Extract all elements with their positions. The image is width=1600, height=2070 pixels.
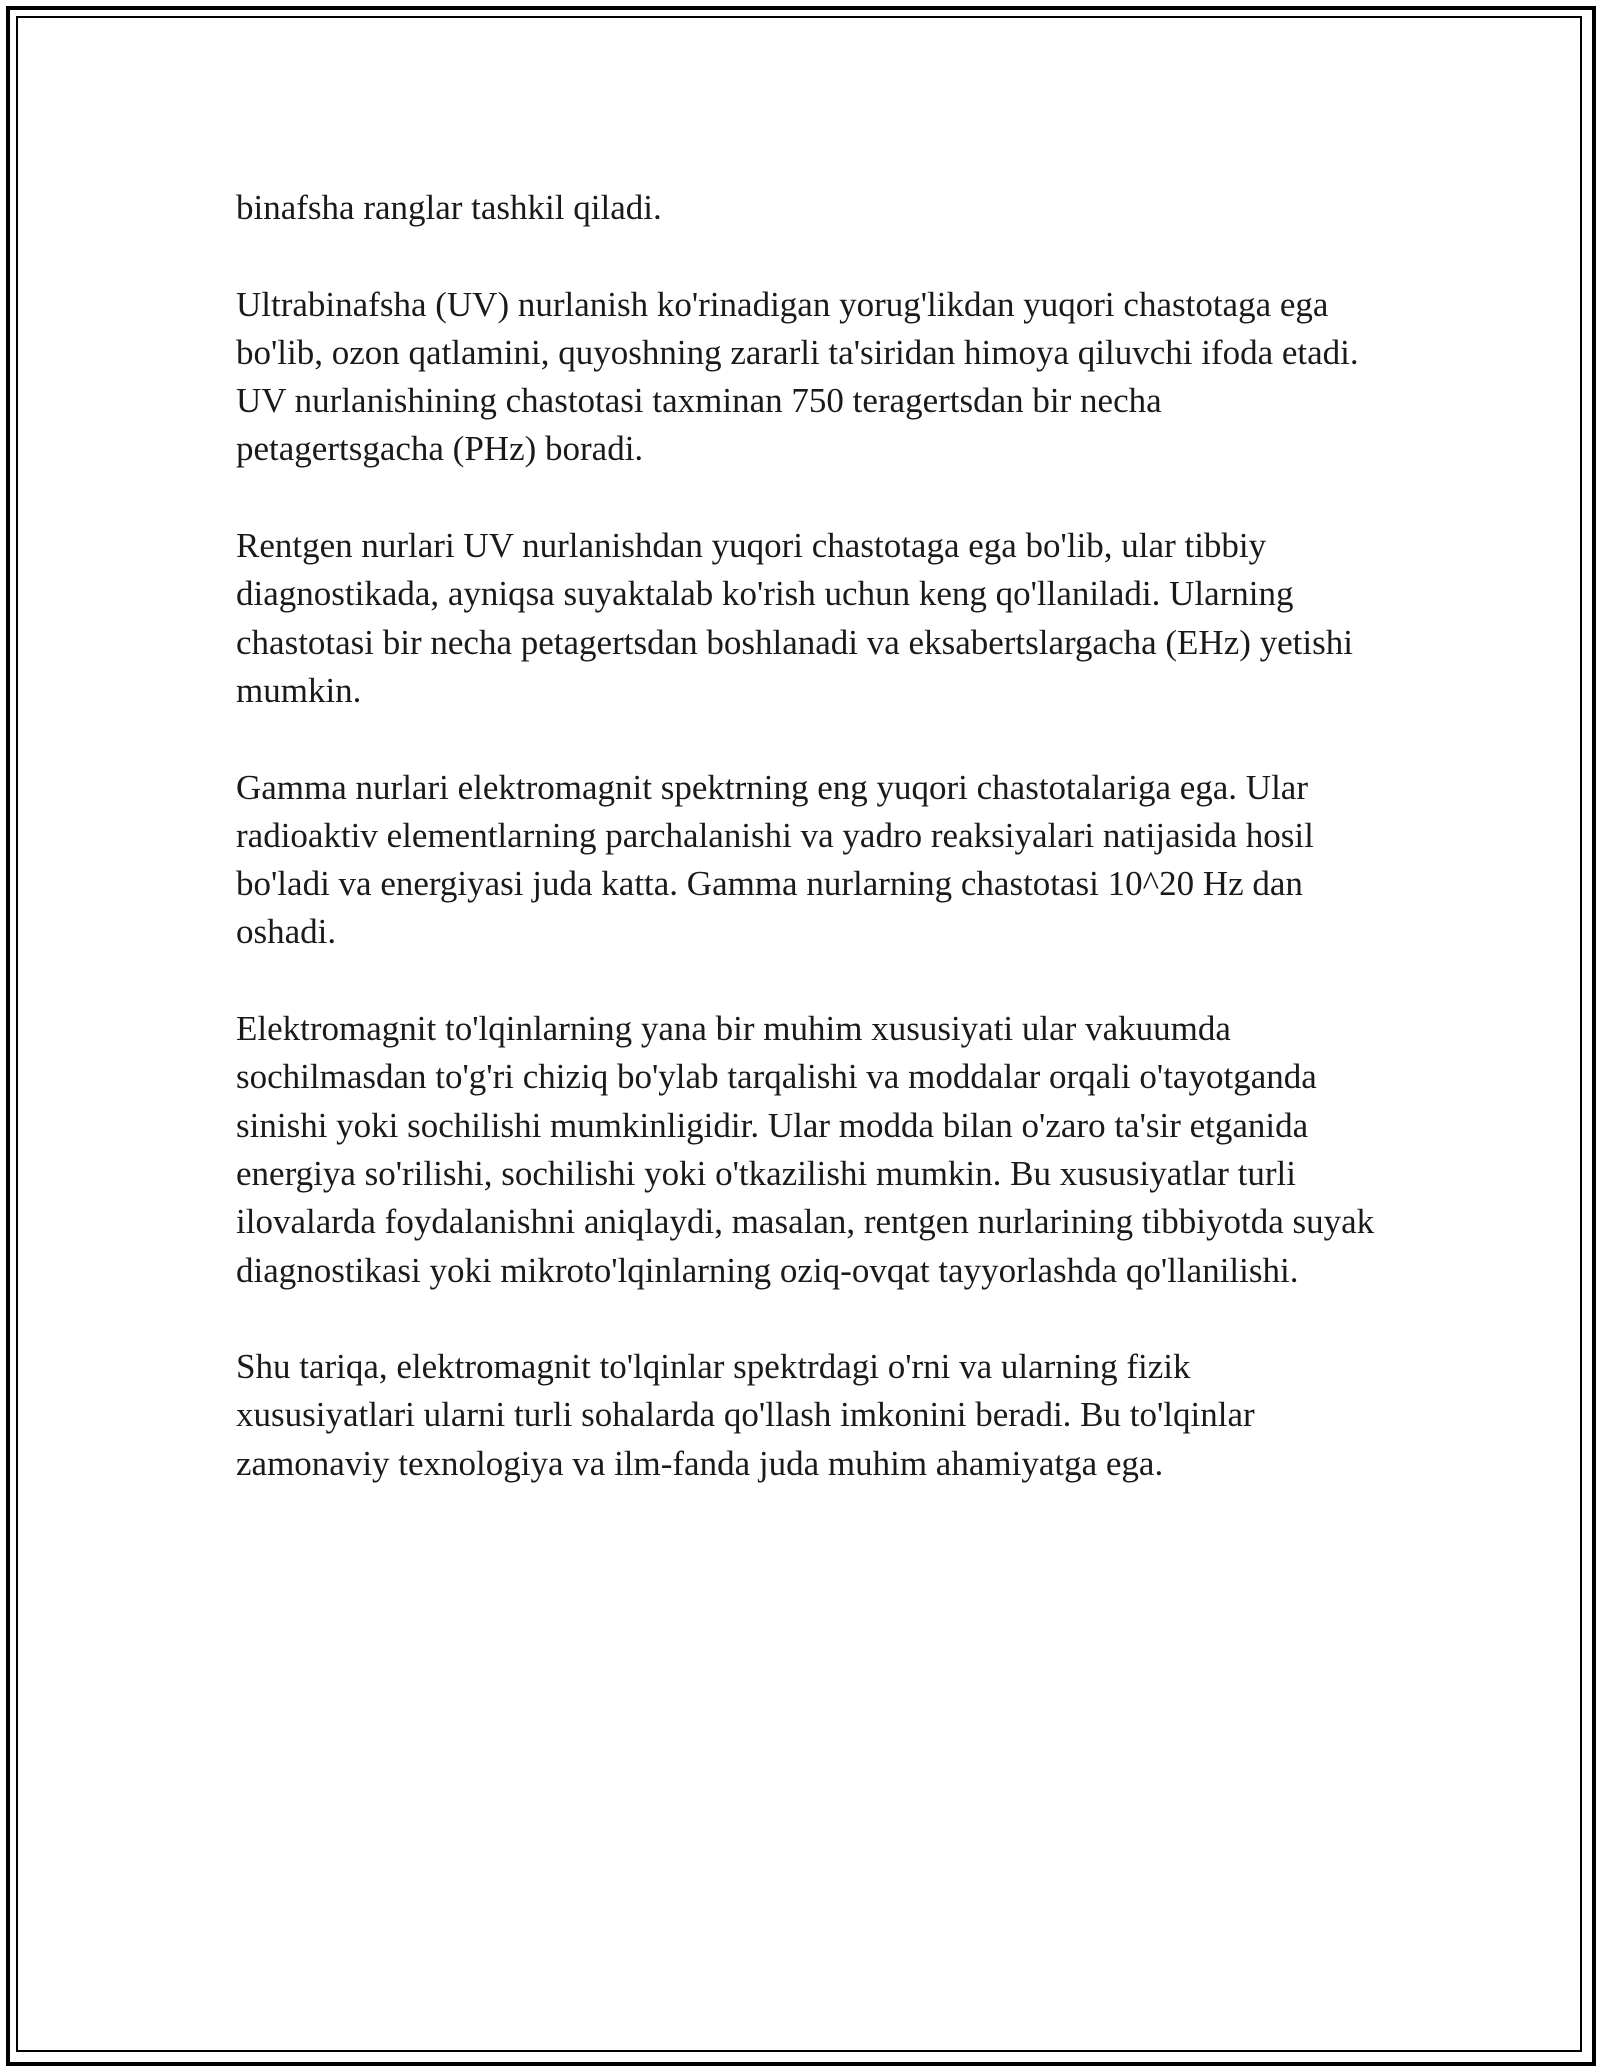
paragraph-xray: Rentgen nurlari UV nurlanishdan yuqori chastotaga ega bo'lib, ular tibbiy diagnostikada, ayniqsa suyaktalab ko'rish uchun keng qo'llaniladi. Ularning chastotasi bir necha petagertsdan boshlanadi va eksabertslargacha (EHz) yetishi mumkin.: [236, 526, 1353, 710]
paragraph-conclusion: Shu tariqa, elektromagnit to'lqinlar spektrdagi o'rni va ularning fizik xususiyatlari ularni turli sohalarda qo'llash imkonini beradi. Bu to'lqinlar zamonaviy texnologiya va ilm-fanda juda muhim ahamiyatga ega.: [236, 1347, 1255, 1483]
paragraph-properties: Elektromagnit to'lqinlarning yana bir muhim xususiyati ular vakuumda sochilmasdan to'g'ri chiziq bo'ylab tarqalishi va moddalar orqali o'tayotganda sinishi yoki sochilishi mumkinligidir. Ular modda bilan o'zaro ta'sir etganida energiya so'rilishi, sochilishi yoki o'tkazilishi mumkin. Bu xususiyatlar turli ilovalarda foydalanishni aniqlaydi, masalan, rentgen nurlarining tibbiyotda suyak diagnostikasi yoki mikroto'lqinlarning oziq-ovqat tayyorlashda qo'llanilishi.: [236, 1009, 1375, 1290]
paragraph-gamma: Gamma nurlari elektromagnit spektrning eng yuqori chastotalariga ega. Ular radioaktiv elementlarning parchalanishi va yadro reaksiyalari natijasida hosil bo'ladi va energiyasi juda katta. Gamma nurlarning chastotasi 10^20 Hz dan oshadi.: [236, 767, 1314, 952]
paragraph-ultraviolet: Ultrabinafsha (UV) nurlanish ko'rinadigan yorug'likdan yuqori chastotaga ega bo'lib, ozon qatlamini, quyoshning zararli ta'siridan himoya qiluvchi ifoda etadi. UV nurlanishining chastotasi taxminan 750 teragertsdan bir necha petagertsgacha (PHz) boradi.: [236, 284, 1359, 469]
document-body: [236, 184, 1376, 1488]
paragraph-continuation: binafsha ranglar tashkil qiladi.: [236, 188, 662, 227]
